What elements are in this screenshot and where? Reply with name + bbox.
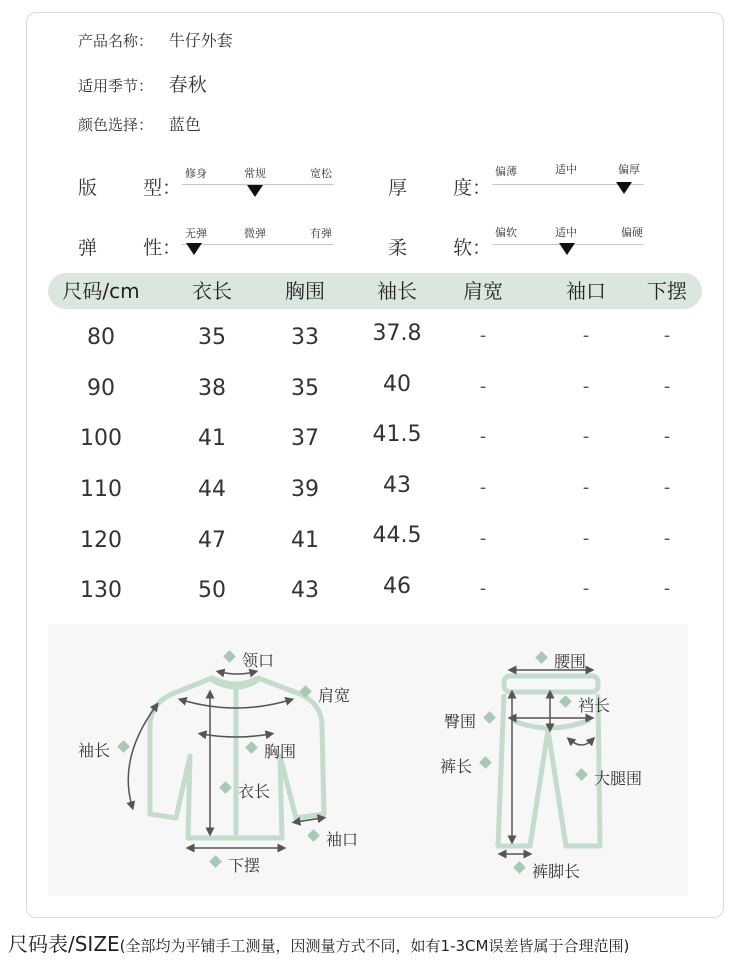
product-name-value: 牛仔外套	[168, 31, 233, 50]
table-size-cell: 90	[87, 376, 115, 401]
table-cell: 50	[198, 578, 226, 603]
table-header-cell: 袖长	[377, 279, 417, 303]
table-cell: -	[479, 477, 487, 498]
season-value: 春秋	[168, 74, 207, 96]
table-cell: -	[582, 578, 590, 599]
table-cell: 35	[291, 376, 319, 401]
fit-option-1: 修身	[185, 167, 207, 180]
fit-label-b: 型：	[143, 177, 182, 199]
footer-note: (全部均为平铺手工测量，因测量方式不同，如有1-3CM误差皆属于合理范围)	[119, 937, 630, 955]
table-cell: 35	[198, 325, 226, 350]
collar-label: 领口	[242, 651, 275, 670]
table-cell: -	[582, 376, 590, 397]
table-cell: -	[479, 578, 487, 599]
fit-label-a: 版	[78, 177, 98, 199]
elasticity-label-b: 性：	[143, 237, 182, 259]
table-cell: 41.5	[372, 422, 422, 447]
rise-label: 裆长	[578, 696, 611, 715]
table-size-cell: 120	[80, 528, 122, 553]
jacket-length-label: 衣长	[238, 782, 271, 801]
season-label: 适用季节：	[78, 77, 154, 95]
table-size-cell: 80	[87, 325, 115, 350]
table-cell: -	[479, 325, 487, 346]
table-header-cell: 胸围	[285, 279, 325, 303]
table-cell: 43	[383, 473, 411, 498]
table-cell: 39	[291, 477, 319, 502]
waist-label: 腰围	[554, 652, 587, 671]
hem-label: 下摆	[228, 856, 261, 875]
fit-option-3: 宽松	[310, 167, 332, 180]
table-cell: 33	[291, 325, 319, 350]
shoulder-label: 肩宽	[318, 686, 351, 705]
table-cell: 38	[198, 376, 226, 401]
chest-label: 胸围	[264, 742, 297, 761]
table-cell: -	[663, 325, 671, 346]
table-cell: -	[663, 426, 671, 447]
color-value: 蓝色	[168, 115, 201, 134]
table-cell: 44.5	[372, 523, 422, 548]
leg-opening-label: 裤脚长	[532, 862, 581, 881]
table-cell: -	[663, 528, 671, 549]
elasticity-label-a: 弹	[78, 237, 98, 259]
table-header-cell: 衣长	[192, 279, 232, 303]
table-cell: -	[663, 376, 671, 397]
softness-label-a: 柔	[388, 237, 408, 259]
thickness-label-a: 厚	[388, 177, 408, 199]
table-cell: -	[479, 426, 487, 447]
elasticity-option-1: 无弹	[185, 227, 207, 240]
softness-option-3: 偏硬	[621, 226, 643, 239]
table-cell: 46	[383, 574, 411, 599]
table-size-cell: 110	[80, 477, 122, 502]
cuff-label: 袖口	[326, 830, 359, 849]
table-cell: -	[663, 477, 671, 498]
thickness-label-b: 度：	[453, 177, 492, 199]
table-header-cell: 袖口	[566, 279, 606, 303]
elasticity-option-2: 微弹	[244, 227, 266, 240]
table-size-cell: 100	[80, 426, 122, 451]
thigh-label: 大腿围	[594, 769, 643, 788]
table-header-cell: 尺码/cm	[62, 279, 140, 303]
table-cell: -	[582, 426, 590, 447]
sleeve-length-label: 袖长	[78, 741, 111, 760]
table-cell: 43	[291, 578, 319, 603]
table-cell: -	[479, 528, 487, 549]
softness-option-1: 偏软	[495, 226, 517, 239]
jacket-illustration	[150, 678, 324, 838]
table-cell: 47	[198, 528, 226, 553]
table-cell: 37	[291, 426, 319, 451]
table-cell: 41	[198, 426, 226, 451]
table-cell: 37.8	[372, 321, 422, 346]
softness-label-b: 软：	[453, 237, 492, 259]
softness-option-2: 适中	[555, 226, 577, 239]
fit-option-2: 常规	[244, 167, 266, 180]
table-cell: -	[663, 578, 671, 599]
thickness-option-2: 适中	[555, 163, 577, 176]
table-cell: -	[582, 325, 590, 346]
footer-title: 尺码表/SIZE	[8, 932, 120, 956]
table-cell: 41	[291, 528, 319, 553]
table-cell: -	[582, 477, 590, 498]
thickness-option-1: 偏薄	[495, 165, 517, 178]
table-cell: -	[582, 528, 590, 549]
table-cell: 44	[198, 477, 226, 502]
product-name-label: 产品名称：	[78, 32, 154, 50]
table-cell: -	[479, 376, 487, 397]
table-size-cell: 130	[80, 578, 122, 603]
thickness-option-3: 偏厚	[618, 163, 640, 176]
table-cell: 40	[383, 372, 411, 397]
elasticity-option-3: 有弹	[310, 227, 332, 240]
pants-length-label: 裤长	[440, 757, 473, 776]
table-header-cell: 下摆	[647, 279, 687, 303]
hip-label: 臀围	[444, 712, 477, 731]
color-label: 颜色选择：	[78, 116, 154, 134]
table-header-cell: 肩宽	[463, 279, 503, 303]
footer-caption	[8, 928, 629, 957]
